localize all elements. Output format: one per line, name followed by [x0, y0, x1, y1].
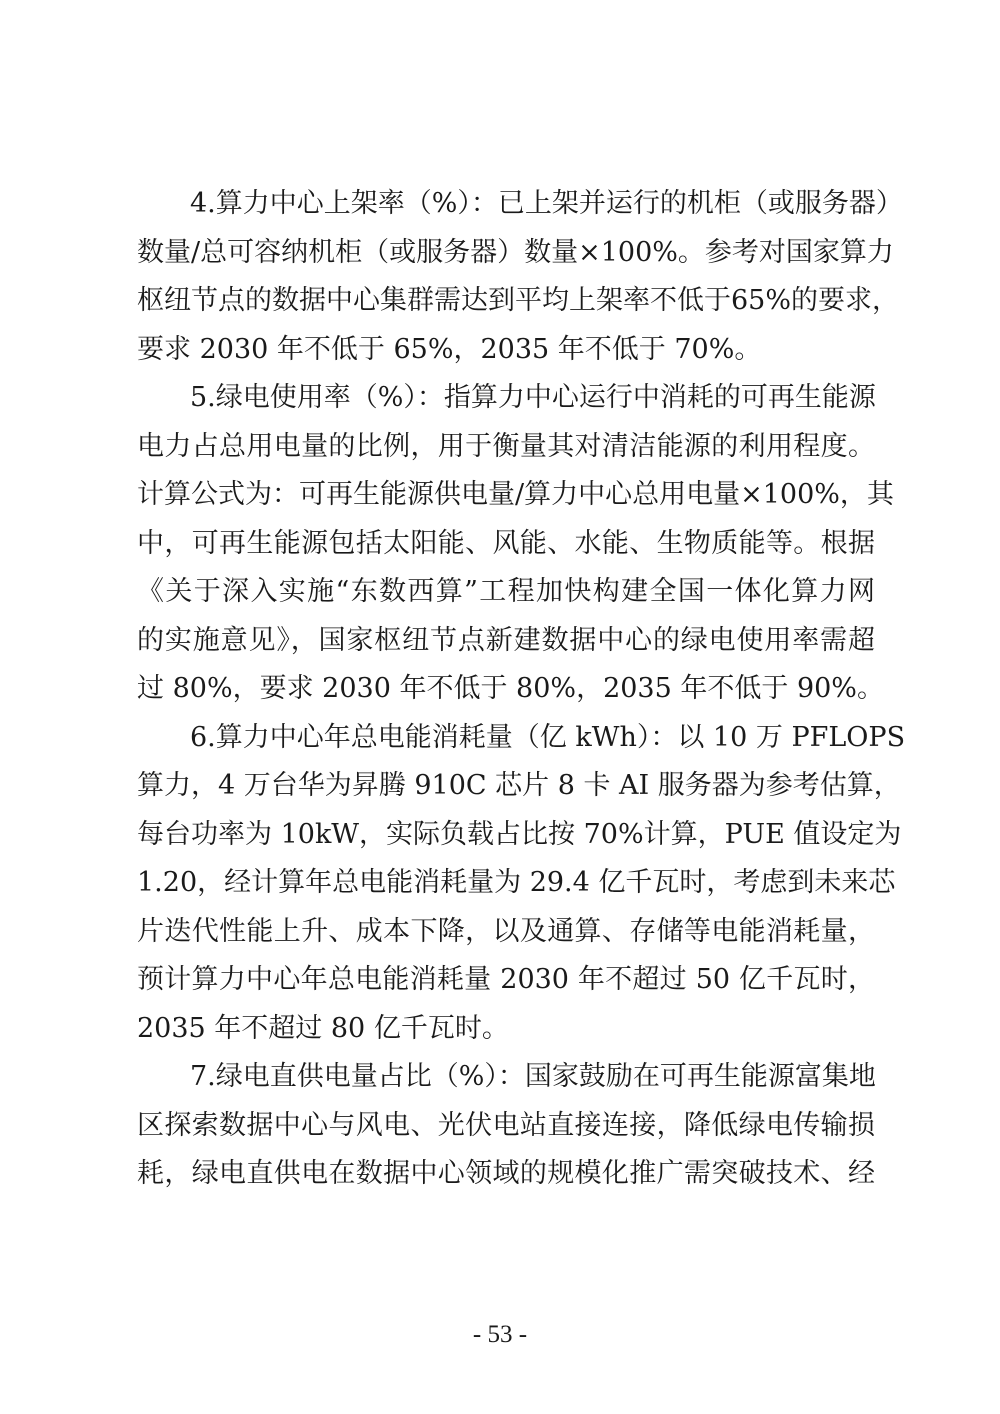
text-line: 2035 年不超过 80 亿千瓦时。: [137, 1013, 509, 1044]
text-line: 片迭代性能上升、成本下降，以及通算、存储等电能消耗量，: [137, 916, 875, 947]
text-line: 每台功率为 10kW，实际负载占比按 70%计算，PUE 值设定为: [137, 819, 902, 850]
text-line: 1.20，经计算年总电能消耗量为 29.4 亿千瓦时，考虑到未来芯: [137, 867, 896, 898]
text-line: 区探索数据中心与风电、光伏电站直接连接，降低绿电传输损: [137, 1110, 875, 1141]
text-line: 4.算力中心上架率（%）：已上架并运行的机柜（或服务器）: [190, 188, 903, 219]
text-line: 要求 2030 年不低于 65%，2035 年不低于 70%。: [137, 334, 762, 365]
text-line: 7.绿电直供电量占比（%）：国家鼓励在可再生能源富集地: [190, 1061, 876, 1092]
text-line: 《关于深入实施“东数西算”工程加快构建全国一体化算力网: [137, 576, 875, 607]
text-line: 枢纽节点的数据中心集群需达到平均上架率不低于65%的要求，: [137, 285, 900, 316]
text-line: 过 80%，要求 2030 年不低于 80%，2035 年不低于 90%。: [137, 673, 884, 704]
page-number: - 53 -: [472, 1321, 528, 1348]
text-line: 算力，4 万台华为昇腾 910C 芯片 8 卡 AI 服务器为参考估算，: [137, 770, 901, 801]
text-line: 计算公式为：可再生能源供电量/算力中心总用电量×100%，其: [137, 479, 894, 510]
text-line: 5.绿电使用率（%）：指算力中心运行中消耗的可再生能源: [190, 382, 876, 413]
text-line: 的实施意见》，国家枢纽节点新建数据中心的绿电使用率需超: [137, 625, 875, 656]
text-line: 耗，绿电直供电在数据中心领域的规模化推广需突破技术、经: [137, 1158, 875, 1189]
text-line: 电力占总用电量的比例，用于衡量其对清洁能源的利用程度。: [137, 431, 875, 462]
text-line: 中，可再生能源包括太阳能、风能、水能、生物质能等。根据: [137, 528, 875, 559]
text-line: 数量/总可容纳机柜（或服务器）数量×100%。参考对国家算力: [137, 237, 894, 268]
text-line: 预计算力中心年总电能消耗量 2030 年不超过 50 亿千瓦时，: [137, 964, 875, 995]
text-line: 6.算力中心年总电能消耗量（亿 kWh）：以 10 万 PFLOPS: [190, 722, 906, 753]
